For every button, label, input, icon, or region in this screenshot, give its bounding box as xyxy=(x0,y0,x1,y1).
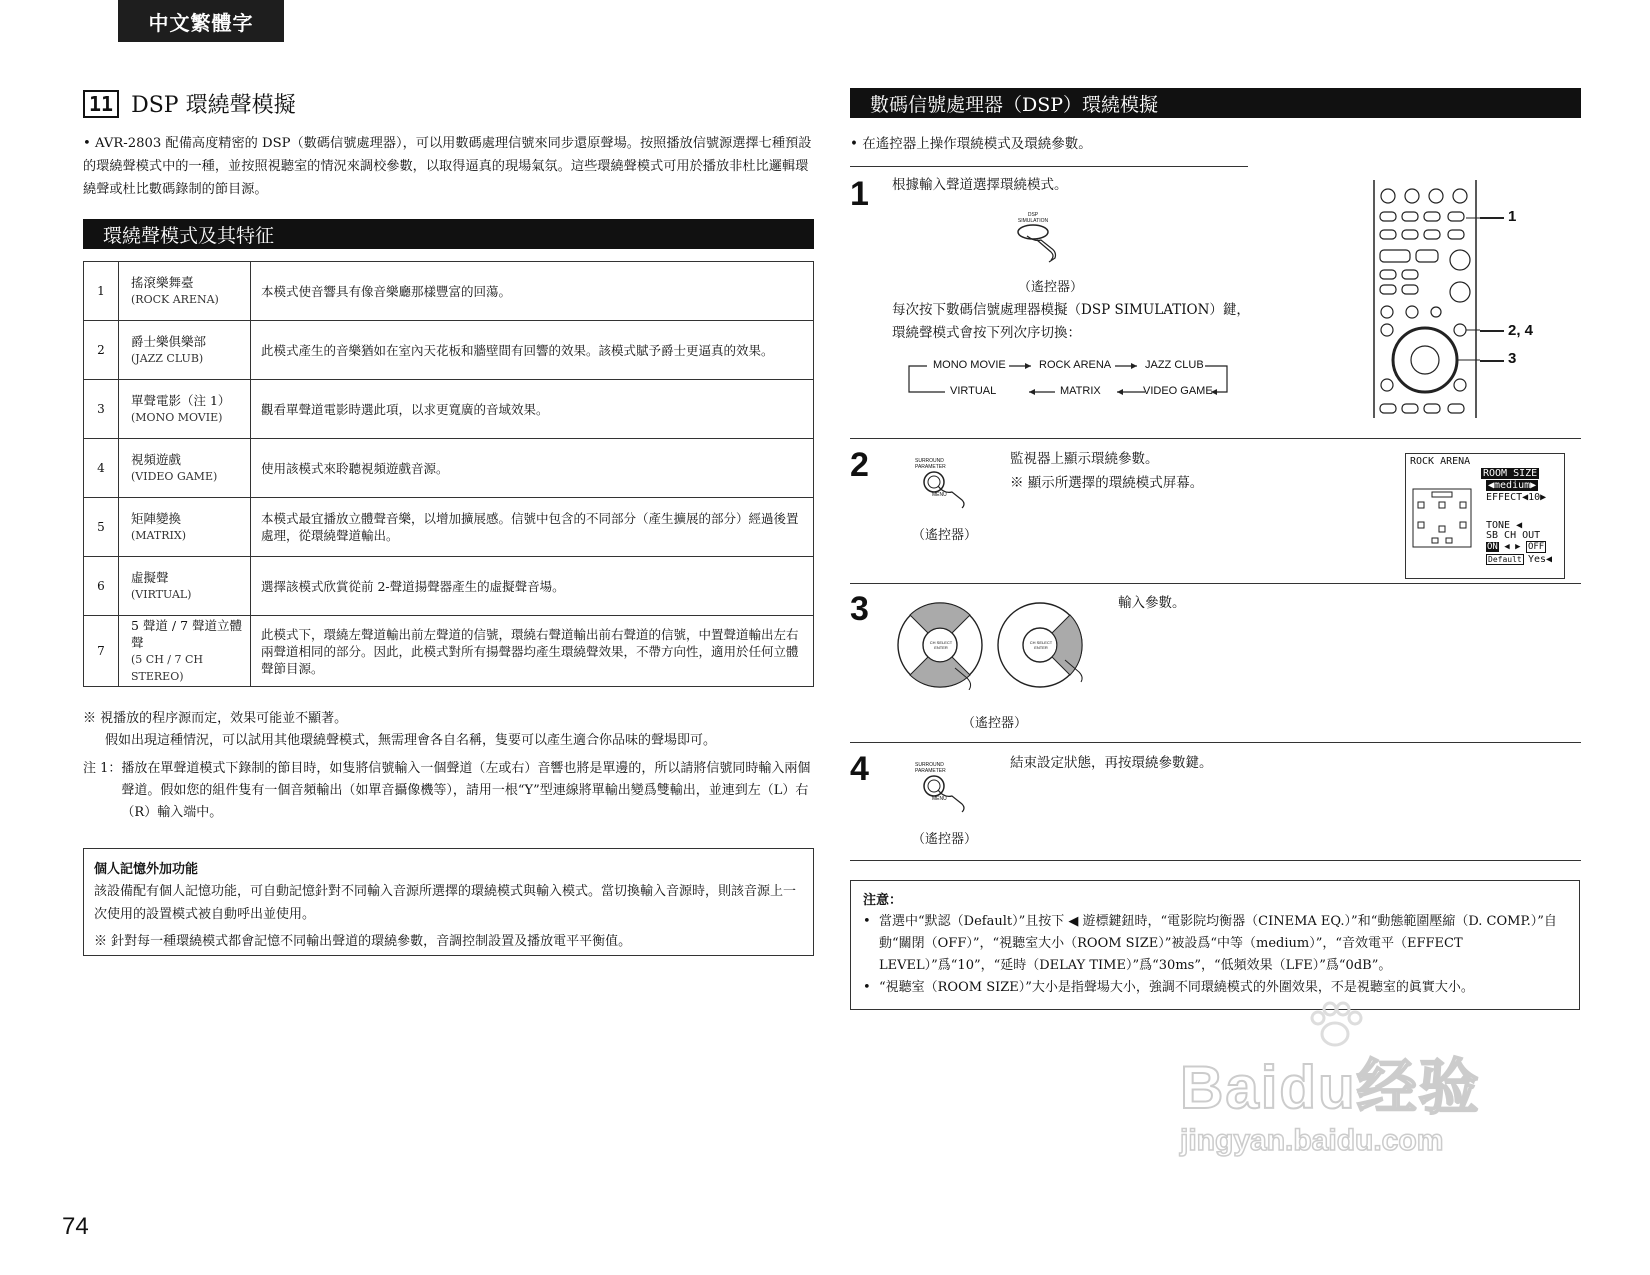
note-1-text: 播放在單聲道模式下錄制的節目時，如隻將信號輸入一個聲道（左或右）音響也將是單邊的，所以請將信號同時輸入兩個聲道。假如您的組件隻有一個音頻輸出（如單音攝像機等），請用一根“Y”型連線將單輸出變爲雙輸出，並連到左（L）右（R）輸入端中。 xyxy=(121,761,811,820)
divider xyxy=(850,438,1581,439)
cursor-pad-illustrations xyxy=(895,600,1105,690)
mode-name-en: (VIDEO GAME) xyxy=(131,470,218,483)
mode-name-cell xyxy=(119,380,251,439)
mode-number: 5 xyxy=(84,498,119,557)
mode-name: 單聲電影（注 1） xyxy=(131,393,231,408)
modes-table xyxy=(83,261,814,687)
step-2-text: 監視器上顯示環繞參數。 xyxy=(1010,451,1159,467)
step-2-number: 2 xyxy=(850,446,869,484)
step-3-text: 輸入參數。 xyxy=(1118,595,1186,611)
language-tab: 中文繁體字 xyxy=(118,0,284,42)
step-1-text: 根據輸入聲道選擇環繞模式。 xyxy=(892,177,1068,193)
personal-memory-box xyxy=(83,848,814,956)
right-title: 數碼信號處理器（DSP）環繞模擬 xyxy=(870,93,1159,116)
mode-name: 視頻遊戲 xyxy=(131,452,182,467)
mode-description: 觀看單聲道電影時選此項，以求更寬廣的音域效果。 xyxy=(251,380,814,439)
mode-name-cell xyxy=(119,616,251,687)
modes-title-bar xyxy=(83,219,814,249)
ch-select-label-2: CH SELECT ENTER xyxy=(1029,640,1053,650)
mode-name: 爵士樂俱樂部 xyxy=(131,334,207,349)
watermark-sub: jingyan.baidu.com xyxy=(1180,1124,1444,1157)
osd-arrows: ◀ ▶ xyxy=(1504,542,1521,552)
flow-matrix: MATRIX xyxy=(1060,385,1101,397)
mode-name-en: (JAZZ CLUB) xyxy=(131,352,204,365)
dsp-button-label: DSP SIMULATION xyxy=(1017,212,1049,224)
mode-description: 選擇該模式欣賞從前 2-聲道揚聲器產生的虛擬聲音場。 xyxy=(251,557,814,616)
hand-press-icon xyxy=(1015,224,1075,264)
mode-name: 虛擬聲 xyxy=(131,570,169,585)
mode-name-en: (MONO MOVIE) xyxy=(131,411,223,424)
osd-effect: EFFECT◀10▶ xyxy=(1486,492,1547,503)
flow-jazz-club: JAZZ CLUB xyxy=(1145,359,1204,371)
mode-row xyxy=(84,380,814,439)
step-2-caption: （遙控器） xyxy=(912,528,978,543)
baidu-watermark xyxy=(1180,1040,1481,1158)
caution-item-1-text: 當選中“默認（Default）”且按下 ◀ 遊標鍵鈕時，“電影院均衡器（CINEMA EQ.）”和“動態範圍壓縮（D. COMP.）”自動“關閉（OFF）”，“視聽室大小（ROOM SIZE）”被設爲“中等（medium）”，“音效電平（EFFECT LEVEL）”爲“10”，“延時（DELAY TIME）”爲“30ms”，“低頻效果（LFE）”爲“0dB”。 xyxy=(879,914,1557,973)
surround-parameter-button-illustration xyxy=(920,470,980,510)
mode-name-en: (5 CH / 7 CH STEREO) xyxy=(131,653,203,683)
callout-line-3 xyxy=(1480,360,1504,362)
callout-line-2 xyxy=(1480,330,1504,332)
step-1-text-3: 環繞聲模式會按下列次序切換： xyxy=(892,325,1081,341)
hand-press-icon xyxy=(920,470,980,510)
intro-paragraph: • AVR-2803 配備高度精密的 DSP（數碼信號處理器），可以用數碼處理信號來同步還原聲場。按照播放信號源選擇七種預設的環繞聲模式中的一種，並按照視聽室的情況來調校參數，以取得逼真的現場氣氛。這些環繞聲模式可用於播放非杜比邏輯環繞聲或杜比數碼錄制的節目源。 xyxy=(83,136,812,197)
osd-tone: TONE ◀ xyxy=(1486,520,1523,531)
caution-box xyxy=(850,880,1580,1010)
mode-row xyxy=(84,616,814,687)
section-title-text: DSP 環繞聲模擬 xyxy=(131,93,296,118)
caution-item-1: • 當選中“默認（Default）”且按下 ◀ 遊標鍵鈕時，“電影院均衡器（CINEMA EQ.）”和“動態範圍壓縮（D. COMP.）”自動“關閉（OFF）”，“視聽室大小（ROOM SIZE）”被設爲“中等（medium）”，“音效電平（EFFECT LEVEL）”爲“10”，“延時（DELAY TIME）”爲“30ms”，“低頻效果（LFE）”爲“0dB”。 xyxy=(863,911,1567,977)
mode-number: 4 xyxy=(84,439,119,498)
intro-text: AVR-2803 配備高度精密的 DSP（數碼信號處理器），可以用數碼處理信號來同步還原聲場。按照播放信號源選擇七種預設的環繞聲模式中的一種，並按照視聽室的情況來調校參數，以取得逼真的現場氣氛。這些環繞聲模式可用於播放非杜比邏輯環繞聲或杜比數碼錄制的節目源。 xyxy=(83,136,812,197)
memory-note: ※ 針對每一種環繞模式都會記憶不同輸出聲道的環繞參數，音調控制設置及播放電平平衡值。 xyxy=(94,934,632,949)
section-number: 11 xyxy=(83,90,119,118)
callout-2-4: 2, 4 xyxy=(1508,322,1534,339)
mode-name-cell xyxy=(119,321,251,380)
mode-row xyxy=(84,262,814,321)
mode-name-cell xyxy=(119,262,251,321)
modes-title: 環繞聲模式及其特征 xyxy=(103,224,275,247)
mode-number: 1 xyxy=(84,262,119,321)
hand-press-icon xyxy=(920,774,980,814)
caution-item-2: • “視聽室（ROOM SIZE）”大小是指聲場大小，強調不同環繞模式的外圍效果，不是視聽室的眞實大小。 xyxy=(863,977,1567,999)
cursor-pad-drawings xyxy=(895,600,1105,690)
step-4-text: 結束設定狀態，再按環繞參數鍵。 xyxy=(1010,755,1213,771)
osd-on: ON xyxy=(1487,542,1498,552)
divider xyxy=(850,860,1581,861)
section-title xyxy=(83,88,296,119)
mode-name-cell xyxy=(119,557,251,616)
speaker-layout-icon xyxy=(1412,488,1472,548)
mode-row xyxy=(84,498,814,557)
flow-rock-arena: ROCK ARENA xyxy=(1039,359,1112,371)
mode-name-en: (VIRTUAL) xyxy=(131,588,192,601)
note-star-2: 假如出現這種情況，可以試用其他環繞聲模式，無需理會各自名稱，隻要可以產生適合你品味的聲場即可。 xyxy=(105,733,717,748)
step-1-text-2: 每次按下數碼信號處理器模擬（DSP SIMULATION）鍵， xyxy=(892,302,1250,318)
remote-control-drawing xyxy=(1370,180,1480,418)
mode-number: 6 xyxy=(84,557,119,616)
callout-3: 3 xyxy=(1508,350,1517,367)
surround-parameter-button-illustration-2 xyxy=(920,774,980,814)
memory-text: 該設備配有個人記憶功能，可自動記憶針對不同輸入音源所選擇的環繞模式與輸入模式。當切換輸入音源時，則該音源上一次使用的設置模式被自動呼出並使用。 xyxy=(94,884,797,922)
callout-line-1 xyxy=(1480,217,1504,219)
dsp-simulation-button-illustration xyxy=(1015,212,1075,262)
mode-number: 3 xyxy=(84,380,119,439)
memory-title: 個人記憶外加功能 xyxy=(94,861,199,876)
flow-video-game: VIDEO GAME xyxy=(1143,385,1213,397)
step-4-number: 4 xyxy=(850,750,869,788)
mode-name-en: (ROCK ARENA) xyxy=(131,293,219,306)
osd-yes: Yes◀ xyxy=(1528,554,1553,565)
mode-name-cell xyxy=(119,439,251,498)
osd-screen xyxy=(1405,453,1565,579)
watermark-main: Baidu经验 xyxy=(1180,1054,1481,1121)
mode-row xyxy=(84,439,814,498)
mode-name: 矩陣變換 xyxy=(131,511,182,526)
mode-description: 此模式下，環繞左聲道輸出前左聲道的信號，環繞右聲道輸出前右聲道的信號，中置聲道輸出左右兩聲道相同的部分。因此，此模式對所有揚聲器均產生環繞聲效果，不帶方向性，適用於任何立體聲節目源。 xyxy=(251,616,814,687)
osd-off: OFF xyxy=(1527,542,1545,552)
step-4-caption: （遙控器） xyxy=(912,832,978,847)
paw-logo-icon xyxy=(1300,1000,1370,1050)
osd-default: Default xyxy=(1488,555,1522,564)
remote-control-illustration xyxy=(1370,180,1480,418)
osd-room-value: ◀medium▶ xyxy=(1488,480,1537,491)
flow-virtual: VIRTUAL xyxy=(950,385,997,397)
notes-block xyxy=(83,708,813,824)
mode-name-cell xyxy=(119,498,251,557)
surround-parameter-label: SURROUND PARAMETER xyxy=(915,458,946,470)
divider xyxy=(850,742,1581,743)
mode-description: 此模式產生的音樂猶如在室內天花板和牆壁間有回響的效果。該模式賦予爵士更逼真的效果。 xyxy=(251,321,814,380)
note-star: ※ 視播放的程序源而定，效果可能並不顯著。 xyxy=(83,711,348,726)
step-1-caption: （遙控器） xyxy=(1018,280,1084,295)
mode-name: 5 聲道 / 7 聲道立體聲 xyxy=(131,618,243,650)
callout-1: 1 xyxy=(1508,208,1517,225)
page-number: 74 xyxy=(62,1213,89,1240)
caution-title: 注意： xyxy=(863,892,903,907)
mode-description: 使用該模式來聆聽視頻遊戲音源。 xyxy=(251,439,814,498)
step-2-note: ※ 顯示所選擇的環繞模式屏幕。 xyxy=(1010,475,1204,491)
step-1-number: 1 xyxy=(850,175,869,213)
osd-room-size: ROOM SIZE xyxy=(1483,468,1538,479)
mode-number: 2 xyxy=(84,321,119,380)
right-title-bar xyxy=(850,88,1581,118)
right-intro: • 在遙控器上操作環繞模式及環繞參數。 xyxy=(850,136,1092,152)
osd-on-off xyxy=(1486,542,1546,552)
mode-number: 7 xyxy=(84,616,119,687)
surround-parameter-label-2: SURROUND PARAMETER xyxy=(915,762,946,774)
osd-mode: ROCK ARENA xyxy=(1410,456,1471,467)
divider xyxy=(850,166,1248,167)
note-1-label: 注 1： xyxy=(83,761,122,776)
mode-name-en: (MATRIX) xyxy=(131,529,186,542)
mode-description: 本模式使音響具有像音樂廳那樣豐富的回蕩。 xyxy=(251,262,814,321)
mode-row xyxy=(84,557,814,616)
osd-sb: SB CH OUT xyxy=(1486,530,1541,541)
mode-cycle-diagram xyxy=(905,355,1235,405)
mode-row xyxy=(84,321,814,380)
ch-select-label-1: CH SELECT ENTER xyxy=(929,640,953,650)
menu-label: MENU xyxy=(932,492,947,498)
caution-item-2-text: “視聽室（ROOM SIZE）”大小是指聲場大小，強調不同環繞模式的外圍效果，不是視聽室的眞實大小。 xyxy=(879,980,1474,995)
note-1 xyxy=(83,758,813,824)
menu-label-2: MENU xyxy=(932,796,947,802)
step-3-caption: （遙控器） xyxy=(962,716,1028,731)
right-intro-text: 在遙控器上操作環繞模式及環繞參數。 xyxy=(862,136,1092,152)
divider xyxy=(850,583,1581,584)
step-3-number: 3 xyxy=(850,590,869,628)
mode-description: 本模式最宜播放立體聲音樂，以增加擴展感。信號中包含的不同部分（產生擴展的部分）經過後置處理，從環繞聲道輸出。 xyxy=(251,498,814,557)
mode-name: 搖滾樂舞臺 xyxy=(131,275,194,290)
flow-mono-movie: MONO MOVIE xyxy=(933,359,1006,371)
